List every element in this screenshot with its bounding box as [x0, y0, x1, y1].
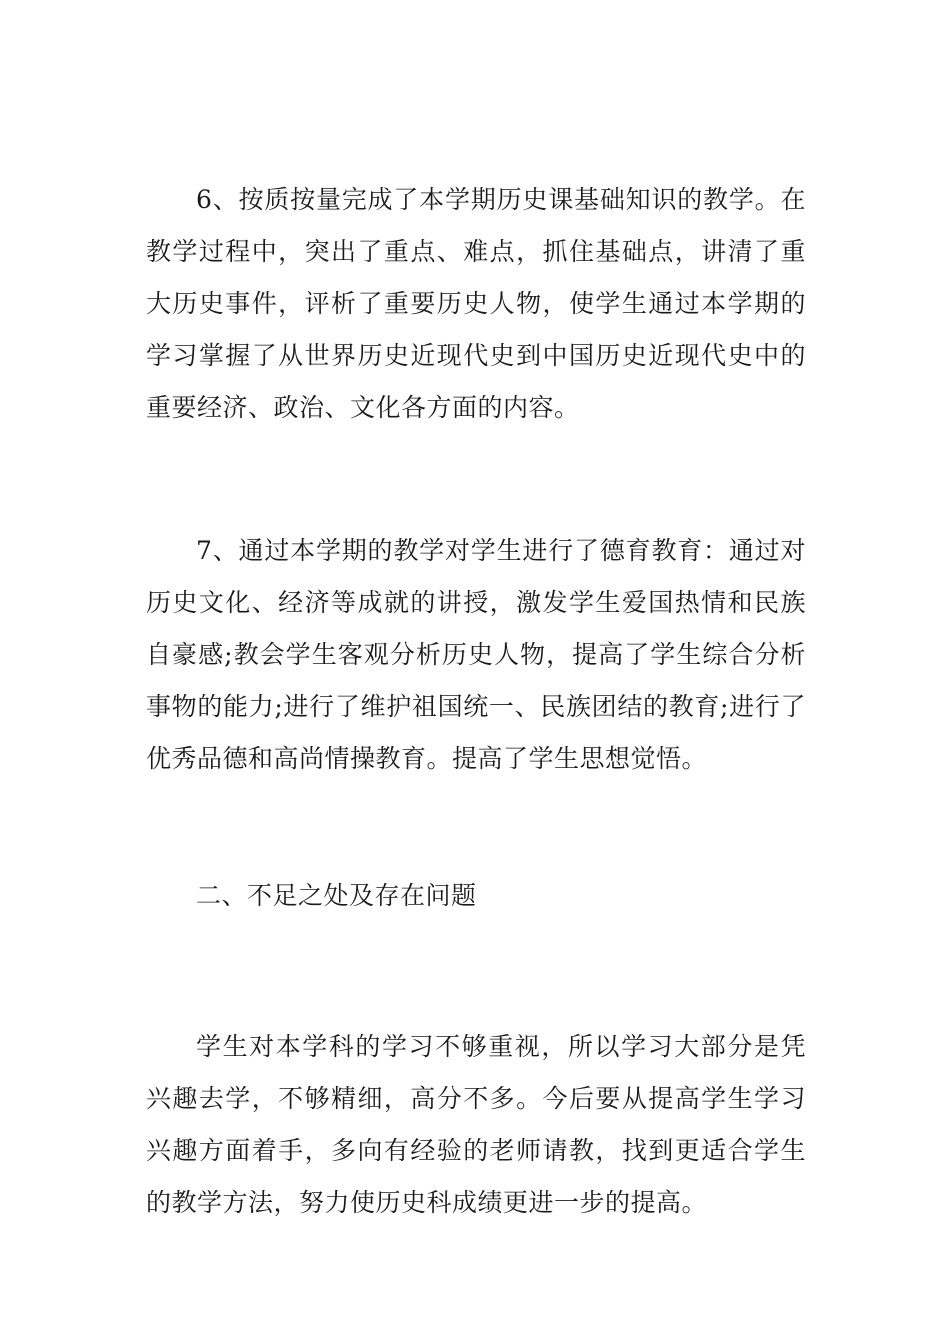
- paragraph-item-6: 6、按质按量完成了本学期历史课基础知识的教学。在教学过程中，突出了重点、难点，抓住基础点，讲清了重大历史事件，评析了重要历史人物，使学生通过本学期的学习掌握了从世界历史近现代史到中国历史近现代史中的重要经济、政治、文化各方面的内容。: [146, 185, 806, 422]
- section-heading-shortcomings: 二、不足之处及存在问题: [196, 881, 477, 910]
- paragraph-shortcomings-body: 学生对本学科的学习不够重视，所以学习大部分是凭兴趣去学，不够精细，高分不多。今后要从提高学生学习兴趣方面着手，多向有经验的老师请教，找到更适合学生的教学方法，努力使历史科成绩更进一步的提高。: [146, 1032, 806, 1217]
- paragraph-item-7: 7、通过本学期的教学对学生进行了德育教育：通过对历史文化、经济等成就的讲授，激发学生爱国热情和民族自豪感;教会学生客观分析历史人物，提高了学生综合分析事物的能力;进行了维护祖国统一、民族团结的教育;进行了优秀品德和高尚情操教育。提高了学生思想觉悟。: [146, 536, 806, 773]
